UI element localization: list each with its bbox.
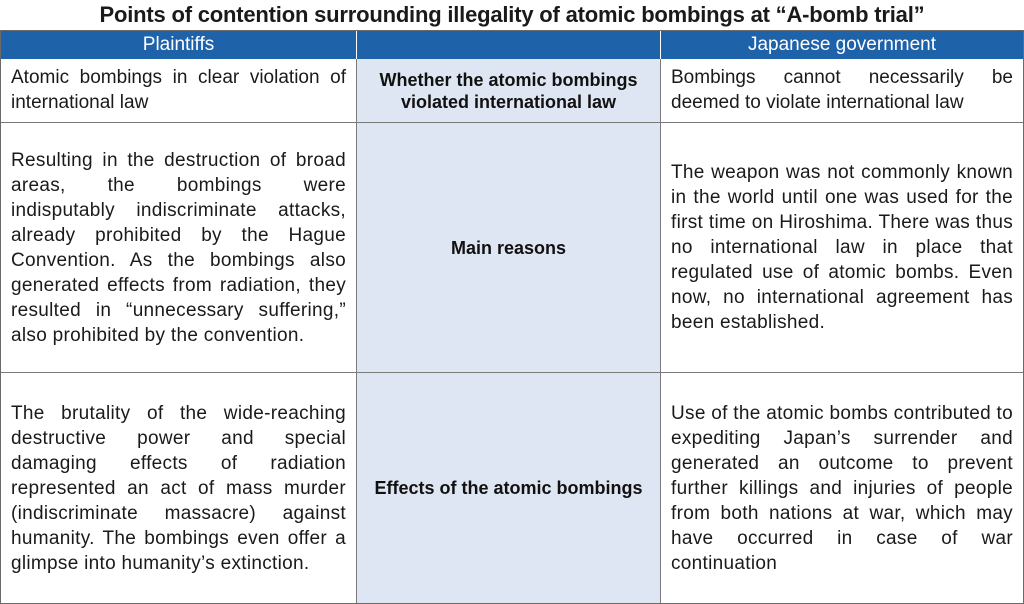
government-cell-legality: Bombings cannot necessarily be deemed to violate international law [661,59,1023,123]
topic-cell-legality [357,59,661,123]
government-cell-effects [661,373,1023,603]
header-middle [357,31,661,59]
government-reasons-text: The weapon was not commonly known in the world until one was used for the first time on Hiroshima. There was thus no international law in place that regulated use of atomic bombs. Even now, no international agreement has been established. [671,162,1013,333]
topic-label: Main reasons [450,237,567,258]
government-cell-reasons [661,123,1023,373]
plaintiffs-cell-legality: Atomic bombings in clear violation of international law [1,59,357,123]
plaintiffs-reasons-text: Resulting in the destruction of broad areas, the bombings were indisputably indiscriminate attacks, already prohibited by the Hague Convention. As the bombings also generated effects from radiation, they resulted in “unnecessary suffering,” also prohibited by the convention. [11,149,346,346]
topic-label: Whether the atomic bombings violated international law [379,69,638,112]
plaintiffs-effects-text: The brutality of the wide-reaching destructive power and special damaging effects of radiation represented an act of mass murder (indiscriminate massacre) against humanity. The bombings even offer a glimpse into humanity’s extinction. [11,402,346,574]
topic-cell-effects [357,373,661,603]
comparison-table [0,30,1024,604]
plaintiffs-cell-reasons [1,123,357,373]
header-government: Japanese government [661,31,1023,59]
government-effects-text: Use of the atomic bombs contributed to expediting Japan’s surrender and generated an outcome to prevent further killings and injuries of people from both nations at war, which may have occurred in case of war continuation [671,402,1013,574]
plaintiffs-cell-effects [1,373,357,603]
topic-cell-reasons [357,123,661,373]
page-title: Points of contention surrounding illegality of atomic bombings at “A-bomb trial” [99,2,925,27]
header-plaintiffs: Plaintiffs [1,31,357,59]
topic-label: Effects of the atomic bombings [374,478,643,498]
